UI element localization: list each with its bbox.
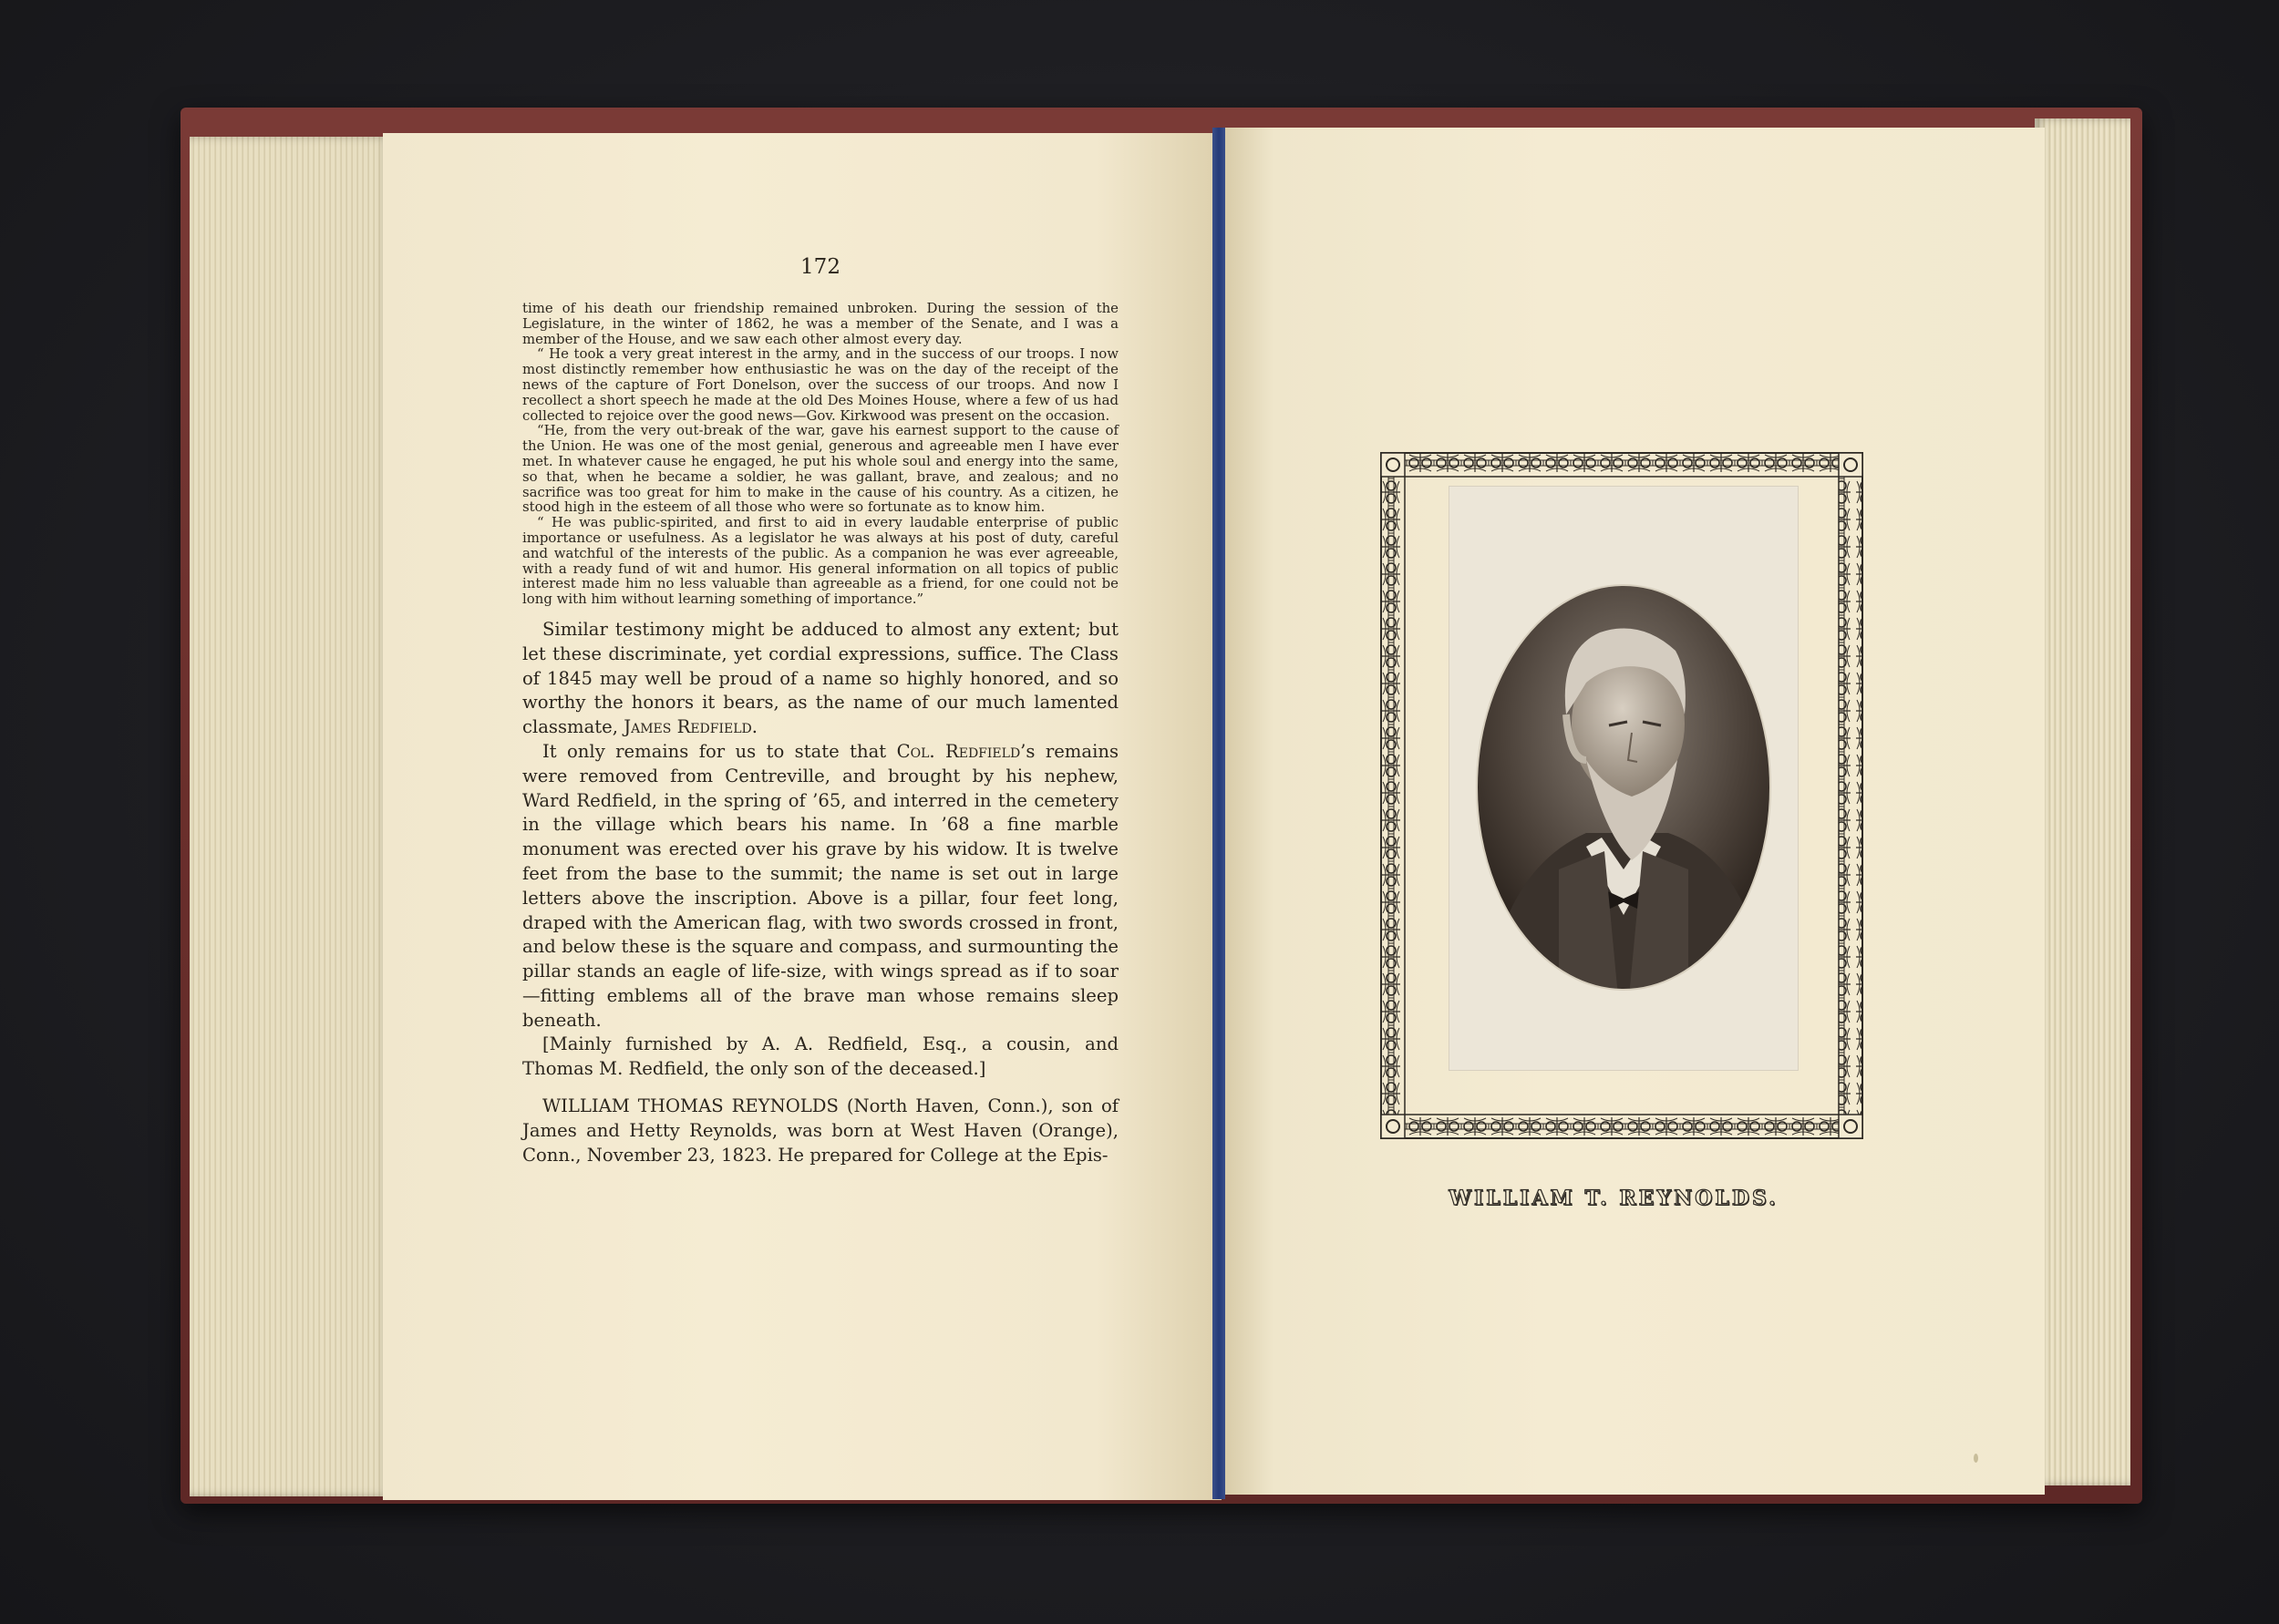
portrait-photo (1449, 487, 1798, 1070)
quoted-testimony (522, 301, 1119, 607)
page-number: 172 (800, 255, 840, 279)
paragraph-similar-testimony: Similar testimony might be adduced to almost any extent; but let these discriminate, yet cordial expressions, suffice. The Class of 1845 may well be proud of a name so highly honored, and so worthy the honors it bears, as the name of our much lamented classmate, James Redfield. (522, 618, 1119, 738)
paragraph-remains: It only remains for us to state that Col. Redfield’s remains were removed from Centreville, and brought by his nephew, Ward Redfield, in the spring of ’65, and interred in the cemetery in the village which bears his name. In ’68 a fine marble monument was erected over his grave by his widow. It is twelve feet from the base to the summit; the name is set out in large letters above the inscription. Above is a pillar, four feet long, draped with the American flag, with two swords crossed in front, and below these is the square and compass, and surmounting the pillar stands an eagle of life-size, with wings spread as if to soar—fitting emblems all of the brave man whose remains sleep beneath. (522, 740, 1119, 1031)
page-edges-right (2035, 118, 2130, 1485)
main-text (522, 618, 1119, 1168)
paragraph-small-4: “ He was public-spirited, and first to aid in every laudable enterprise of public importance or usefulness. As a legislator he was always at his post of duty, careful and watchful of the interests of the public. As a companion he was ever agreeable, with a ready fund of wit and humor. His general information on all topics of public interest made him no less valuable than agreeable as a friend, for one could not be long with him without learning something of importance.” (522, 514, 1119, 608)
paper-mark (1974, 1454, 1978, 1463)
book-spine (1212, 128, 1225, 1499)
portrait-mount (1449, 487, 1798, 1070)
paragraph-source-note: [Mainly furnished by A. A. Redfield, Esq., a cousin, and Thomas M. Redfield, the only son of the deceased.] (522, 1033, 1119, 1080)
name-james-redfield: James Redfield (624, 716, 752, 738)
paragraph-small-1: time of his death our friendship remained unbroken. During the session of the Legislature, in the winter of 1862, he was a member of the Senate, and I was a member of the House, and we saw each other almost every day. (522, 300, 1119, 347)
paragraph-small-2: “ He took a very great interest in the army, and in the success of our troops. I now most distinctly remember how enthusiastic he was on the day of the receipt of the news of the capture of Fort Donelson, over the success of our troops. And now I recollect a short speech he made at the old Des Moines House, where a few of us had collected to rejoice over the good news—Gov. Kirkwood was present on the occasion. (522, 345, 1119, 424)
paragraph-small-3: “He, from the very out-break of the war, gave his earnest support to the cause of the Union. He was one of the most genial, generous and agreeable men I have ever met. In whatever cause he engaged, he put his whole soul and energy into the same, so that, when he became a soldier, he was gallant, brave, and zealous; and no sacrifice was too great for him to make in the cause of his country. As a citizen, he stood high in the esteem of all those who were so fortunate as to know him. (522, 422, 1119, 516)
name-col-redfield: Col. Redfield (896, 740, 1021, 762)
portrait-caption: WILLIAM T. REYNOLDS. (1449, 1187, 1779, 1210)
paragraph-reynolds-bio: WILLIAM THOMAS REYNOLDS (North Haven, Conn.), son of James and Hetty Reynolds, was born at West Haven (Orange), Conn., November 23, 1823. He prepared for College at the Epis- (522, 1095, 1119, 1166)
page-edges-left (190, 137, 390, 1496)
left-page-text (522, 301, 1119, 1167)
